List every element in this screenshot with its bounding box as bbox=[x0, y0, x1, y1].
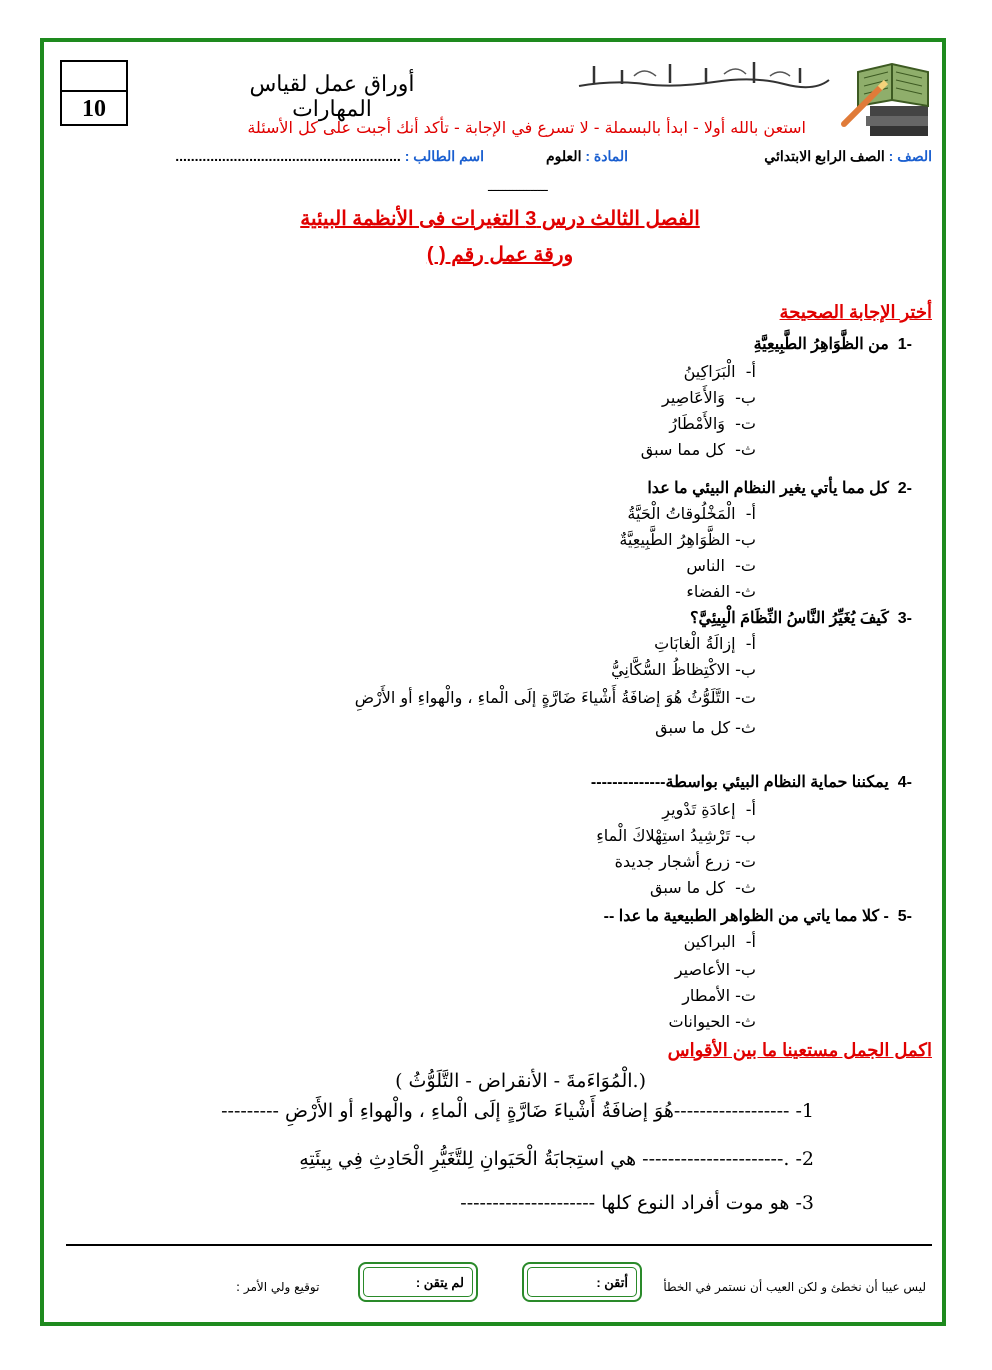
worksheet-number: ورقة عمل رقم ( ) bbox=[426, 244, 574, 266]
fill-item-1-number: 1- bbox=[795, 1100, 814, 1122]
question-3 bbox=[690, 608, 912, 628]
q5-option-d[interactable]: ث- الحيوانات bbox=[668, 1012, 756, 1031]
q5-option-b[interactable]: ب- الأعاصير bbox=[674, 960, 756, 979]
worksheet-title: أوراق عمل لقياس المهارات bbox=[249, 72, 415, 122]
student-name-label: اسم الطالب : bbox=[404, 148, 484, 164]
q1-option-b[interactable]: ب- وَالأَعَاصِير bbox=[662, 388, 756, 407]
question-5 bbox=[604, 906, 912, 926]
q5-option-a[interactable]: أ- البراكين bbox=[683, 932, 756, 951]
question-1-text: من الظَّوَاهِرُ الطَّبِيعِيَّةِ bbox=[753, 336, 889, 353]
mastered-box[interactable] bbox=[522, 1262, 642, 1302]
student-name-field[interactable] bbox=[175, 148, 484, 165]
q3-option-a[interactable]: أ- إزالَةُ الْغابَاتِ bbox=[654, 634, 756, 653]
fill-item-2-number: 2- bbox=[795, 1148, 814, 1170]
q5-option-c[interactable]: ت- الأمطار bbox=[682, 986, 756, 1005]
question-1 bbox=[754, 334, 912, 354]
subject-field bbox=[546, 148, 628, 165]
q3-option-b[interactable]: ب- الاكْتِظاظُ السُّكَّانِيُّ bbox=[611, 660, 756, 679]
question-4 bbox=[591, 772, 912, 792]
grade-label: الصف : bbox=[888, 148, 932, 164]
question-4-number: -4 bbox=[897, 774, 912, 791]
guardian-signature: توقيع ولي الأمر : bbox=[236, 1280, 320, 1294]
book-icon bbox=[840, 58, 932, 144]
footer-rule bbox=[66, 1244, 932, 1246]
q2-option-d[interactable]: ث- الفضاء bbox=[686, 582, 756, 601]
q3-option-d[interactable]: ث- كل ما سبق bbox=[655, 718, 756, 737]
fill-item-3-number: 3- bbox=[795, 1192, 814, 1214]
q4-option-c[interactable]: ت- زرع أشجار جديدة bbox=[614, 852, 756, 871]
word-bank: (.الْمُوَاءَمةَ - الأنقراض - التَّلَوُّثُ ) bbox=[395, 1070, 646, 1092]
student-name-dots: .......................................................... bbox=[175, 148, 401, 164]
not-mastered-box[interactable] bbox=[358, 1262, 478, 1302]
basmala-text: بسم الله الرحمن الرحيم bbox=[668, 86, 740, 94]
question-2-number: -2 bbox=[897, 480, 912, 497]
fill-item-3-text: هو موت أفراد النوع كلها --------------------- bbox=[460, 1192, 790, 1214]
q2-option-b[interactable]: ب- الظَّوَاهِرُ الطَّبِيعِيَّةٌ bbox=[619, 530, 756, 549]
not-mastered-label: لم يتقن : bbox=[363, 1267, 473, 1297]
instructions-tips: استعن بالله أولا - ابدأ بالبسملة - لا تسرع في الإجابة - تأكد أنك أجبت على كل الأسئلة bbox=[247, 118, 806, 137]
fill-item-1-text: ------------------هُوَ إضافَةُ أَشْياءَ ضَارَّةٍ إلَى الْماءِ ، والْهواءِ أو الأَرْضِ --------- bbox=[221, 1100, 790, 1122]
question-3-text: كَيفَ يُغَيِّرُ النَّاسُ النِّظَامَ الْبِيئِيَّ؟ bbox=[690, 610, 889, 627]
q4-option-d[interactable]: ث- كل ما سبق bbox=[650, 878, 756, 897]
fill-item-2[interactable] bbox=[299, 1148, 814, 1170]
header-divider: ـــــــــــــــــ bbox=[488, 180, 548, 194]
q2-option-a[interactable]: أ- الْمَخْلُوقاتُ الْحَيَّةُ bbox=[627, 504, 756, 523]
grade-value: الصف الرابع الابتدائي bbox=[764, 148, 885, 164]
q1-option-a[interactable]: أ- الْبَرَاكِينُ bbox=[683, 362, 756, 381]
grade-field bbox=[764, 148, 932, 165]
question-2-text: كل مما يأتي يغير النظام البيئي ما عدا bbox=[647, 480, 889, 497]
score-box bbox=[60, 60, 128, 126]
question-2 bbox=[647, 478, 912, 498]
question-4-text: يمكننا حماية النظام البيئي بواسطة-------------- bbox=[590, 774, 889, 791]
fill-item-3[interactable] bbox=[460, 1192, 814, 1214]
question-5-text: - كلا مما ياتي من الظواهر الطبيعية ما عدا -- bbox=[603, 908, 889, 925]
score-box-blank bbox=[62, 62, 126, 92]
fill-item-2-text: .---------------------- هي استِجابَةُ الْحَيَوانِ لِلتَّغَيُّرِ الْحَادِثِ فِي بِيئَتِهِ bbox=[299, 1148, 790, 1170]
fill-item-1[interactable] bbox=[221, 1100, 814, 1122]
question-5-number: -5 bbox=[897, 908, 912, 925]
section2-title: اكمل الجمل مستعينا ما بين الأقواس bbox=[667, 1040, 932, 1060]
page-frame bbox=[40, 38, 946, 1326]
q2-option-c[interactable]: ت- الناس bbox=[686, 556, 756, 575]
q1-option-c[interactable]: ت- وَالأَمْطَارُ bbox=[669, 414, 756, 433]
score-value: 10 bbox=[82, 96, 106, 122]
q3-option-c[interactable]: ت- التَّلَوُّثُ هُوَ إضافَةُ أَشْياءَ ضَارَّةٍ إلَى الْماءِ ، والْهواءِ أو الأَرْضِ bbox=[354, 688, 756, 707]
footer-motto: ليس عيبا أن نخطئ و لكن العيب أن نستمر في الخطأ bbox=[663, 1280, 926, 1294]
subject-value: العلوم bbox=[546, 148, 582, 164]
lesson-title: الفصل الثالث درس 3 التغيرات فى الأنظمة البيئية bbox=[300, 208, 700, 230]
question-1-number: -1 bbox=[897, 336, 912, 353]
basmala-calligraphy bbox=[574, 58, 834, 94]
subject-label: المادة : bbox=[585, 148, 628, 164]
q1-option-d[interactable]: ث- كل مما سبق bbox=[640, 440, 756, 459]
section1-title: أختر الإجابة الصحيحة bbox=[779, 302, 932, 322]
question-3-number: -3 bbox=[897, 610, 912, 627]
q4-option-b[interactable]: ب- تَرْشِيدُ استِهْلاكَ الْماءِ bbox=[596, 826, 756, 845]
q4-option-a[interactable]: أ- إعادَةِ تَدْويرِ bbox=[662, 800, 756, 819]
mastered-label: أتقن : bbox=[527, 1267, 637, 1297]
